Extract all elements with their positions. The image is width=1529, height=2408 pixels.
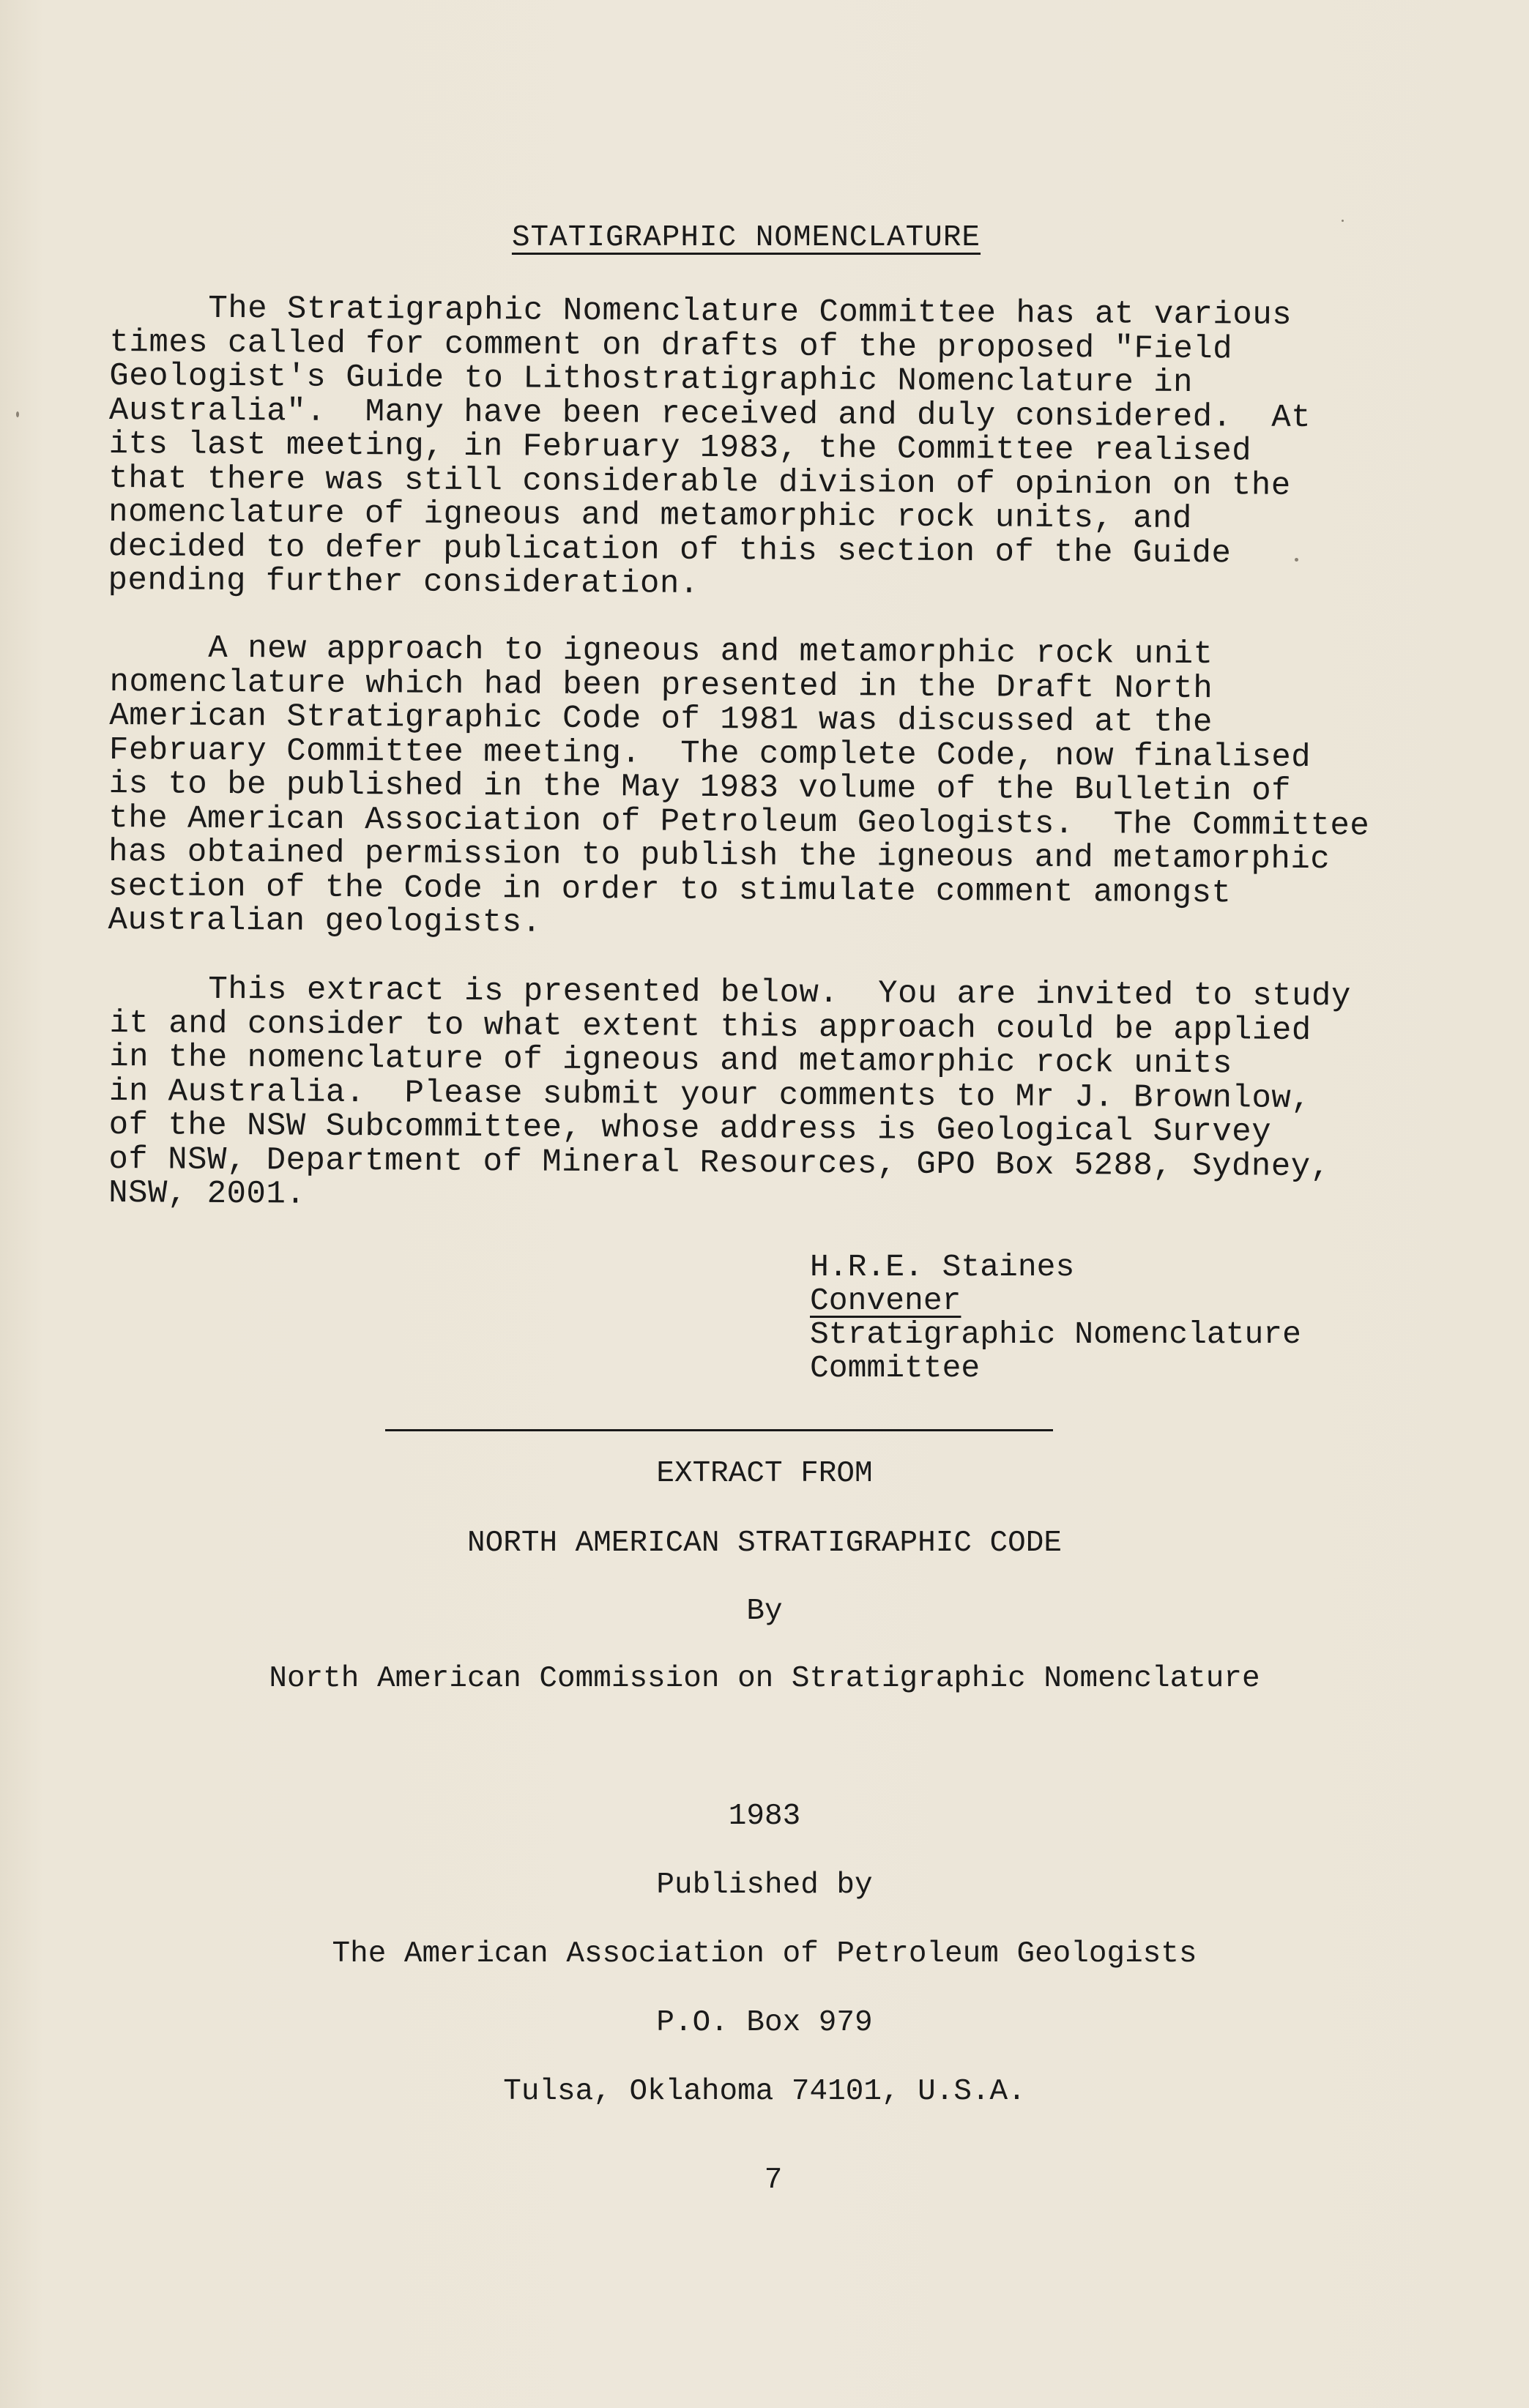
publisher: The American Association of Petroleum Geologists	[332, 1937, 1197, 1971]
section-divider	[385, 1429, 1053, 1431]
paragraph-line: Australia". Many have been received and duly considered. At	[108, 392, 1312, 436]
paragraph-line: This extract is presented below. You are invited to study	[109, 971, 1351, 1015]
paragraph-line: has obtained permission to publish the igneous and metamorphic	[108, 833, 1331, 879]
paragraph-line: American Stratigraphic Code of 1981 was discussed at the	[109, 697, 1213, 742]
year: 1983	[728, 1800, 801, 1833]
signature-committee: Stratigraphic Nomenclature	[810, 1316, 1301, 1352]
signature-block	[810, 1250, 1301, 1385]
paragraph-line: The Stratigraphic Nomenclature Committee has at various	[109, 290, 1292, 334]
paragraph-line: section of the Code in order to stimulate comment amongst	[108, 868, 1232, 912]
paragraph-line: that there was still considerable division of opinion on the	[108, 460, 1291, 504]
published-by-label: Published by	[656, 1868, 873, 1902]
paper-speck	[1342, 220, 1344, 222]
signature-role: Convener	[810, 1283, 961, 1319]
paragraph-line: is to be published in the May 1983 volume of the Bulletin of	[108, 765, 1292, 810]
paragraph-line: February Committee meeting. The complete Code, now finalised	[108, 731, 1312, 776]
page-number: 7	[764, 2163, 783, 2197]
paragraph-invitation	[108, 972, 1406, 1218]
paragraph-line: Australian geologists.	[108, 901, 542, 942]
signature-committee-cont: Committee	[810, 1350, 981, 1386]
paragraph-line: of the NSW Subcommittee, whose address is Geological Survey	[108, 1106, 1272, 1151]
paragraph-line: its last meeting, in February 1983, the Committee realised	[108, 425, 1252, 470]
paragraph-intro	[108, 291, 1406, 605]
paragraph-line: A new approach to igneous and metamorphic rock unit	[109, 630, 1213, 674]
paragraph-line: times called for comment on drafts of the proposed "Field	[109, 324, 1233, 368]
paragraph-line: Geologist's Guide to Lithostratigraphic Nomenclature in	[109, 357, 1194, 402]
paragraph-line: it and consider to what extent this approach could be applied	[109, 1004, 1312, 1049]
paragraph-line: nomenclature of igneous and metamorphic rock units, and	[108, 493, 1193, 538]
by-label: By	[746, 1595, 783, 1628]
paragraph-line: in Australia. Please submit your comments to Mr J. Brownlow,	[108, 1073, 1312, 1117]
po-box: P.O. Box 979	[656, 2006, 873, 2040]
address: Tulsa, Oklahoma 74101, U.S.A.	[503, 2075, 1026, 2109]
signature-name: H.R.E. Staines	[810, 1249, 1075, 1285]
paper-speck	[1295, 558, 1298, 562]
author: North American Commission on Stratigraphic Nomenclature	[269, 1662, 1260, 1696]
extract-heading: EXTRACT FROM	[656, 1457, 873, 1491]
paragraph-line: in the nomenclature of igneous and metamorphic rock units	[109, 1038, 1232, 1083]
code-title: NORTH AMERICAN STRATIGRAPHIC CODE	[467, 1527, 1062, 1560]
paragraph-new-approach	[108, 631, 1406, 945]
paper-speck	[16, 411, 19, 417]
paragraph-line: pending further consideration.	[108, 562, 699, 603]
paragraph-line: of NSW, Department of Mineral Resources, GPO Box 5288, Sydney,	[108, 1141, 1331, 1185]
page-title: STATIGRAPHIC NOMENCLATURE	[511, 221, 981, 255]
paragraph-line: nomenclature which had been presented in the Draft North	[109, 663, 1213, 707]
paragraph-line: NSW, 2001.	[108, 1174, 306, 1213]
paragraph-line: decided to defer publication of this section of the Guide	[108, 528, 1232, 572]
paragraph-line: the American Association of Petroleum Geologists. The Committee	[108, 799, 1370, 845]
